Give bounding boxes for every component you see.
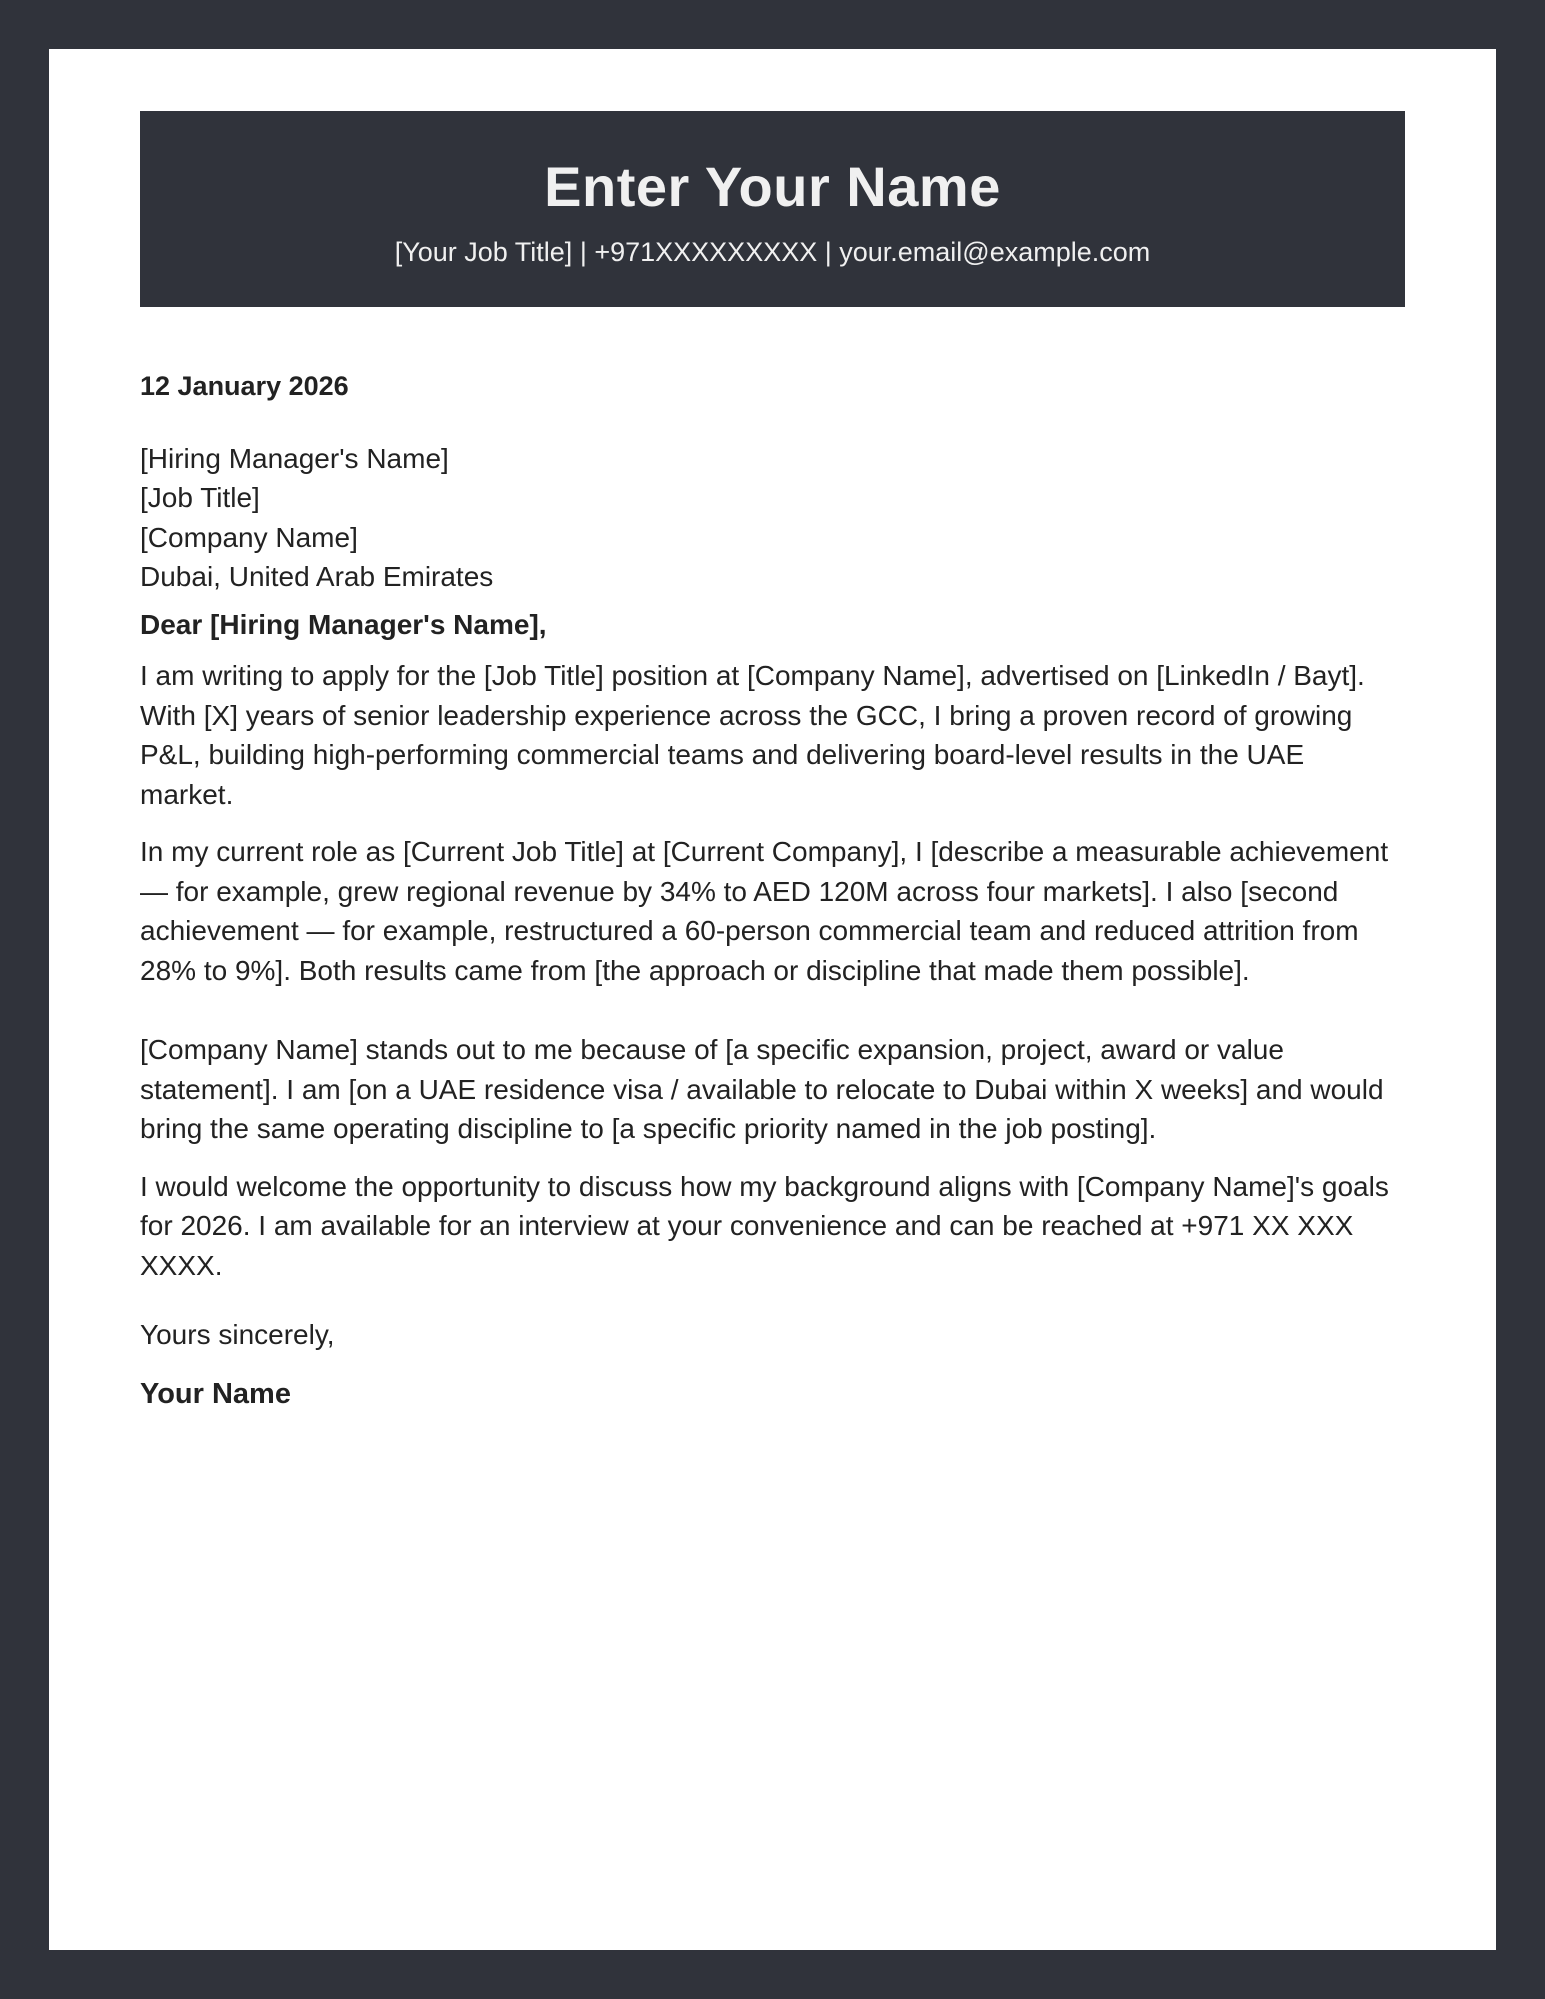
header-band [140,111,1405,307]
contact-line: [Your Job Title] | +971XXXXXXXXX | your.email@example.com [394,237,1151,267]
paragraph-achievements: In my current role as [Current Job Title] at [Current Company], I [describe a measurable achievement — for example, grew regional revenue by 34% to AED 120M across four markets]. I also [second achievement — for example, restructured a 60-person commercial team and reduced attrition from 28% to 9%]. Both results came from [the approach or discipline that made them possible]. [140,836,1389,986]
applicant-name: Enter Your Name [544,155,1001,218]
closing-line: Yours sincerely, [140,1319,335,1350]
recipient-company: [Company Name] [140,521,358,553]
recipient-block [140,439,1405,597]
salutation: Dear [Hiring Manager's Name], [140,608,547,640]
letter-page [49,49,1496,1950]
recipient-name: [Hiring Manager's Name] [140,442,449,474]
letter-body [140,367,1405,1414]
recipient-location: Dubai, United Arab Emirates [140,561,494,592]
paragraph-closing-request: I would welcome the opportunity to discuss how my background aligns with [Company Name]'s goals for 2026. I am available for an interview at your convenience and can be reached at +971 XX XXX XXXX. [140,1170,1389,1281]
recipient-job-title: [Job Title] [140,482,260,513]
paragraph-intro: I am writing to apply for the [Job Title] position at [Company Name], advertised on [LinkedIn / Bayt]. With [X] years of senior leadership experience across the GCC, I bring a proven record of growing P&L, building high-performing commercial teams and delivering board-level results in the UAE market. [140,660,1365,810]
paragraph-company-fit: [Company Name] stands out to me because of [a specific expansion, project, award or value statement]. I am [on a UAE residence visa / available to relocate to Dubai within X weeks] and would bring the same operating discipline to [a specific priority named in the job posting]. [140,1034,1384,1144]
signature-name: Your Name [140,1377,291,1410]
letter-date: 12 January 2026 [140,371,349,401]
